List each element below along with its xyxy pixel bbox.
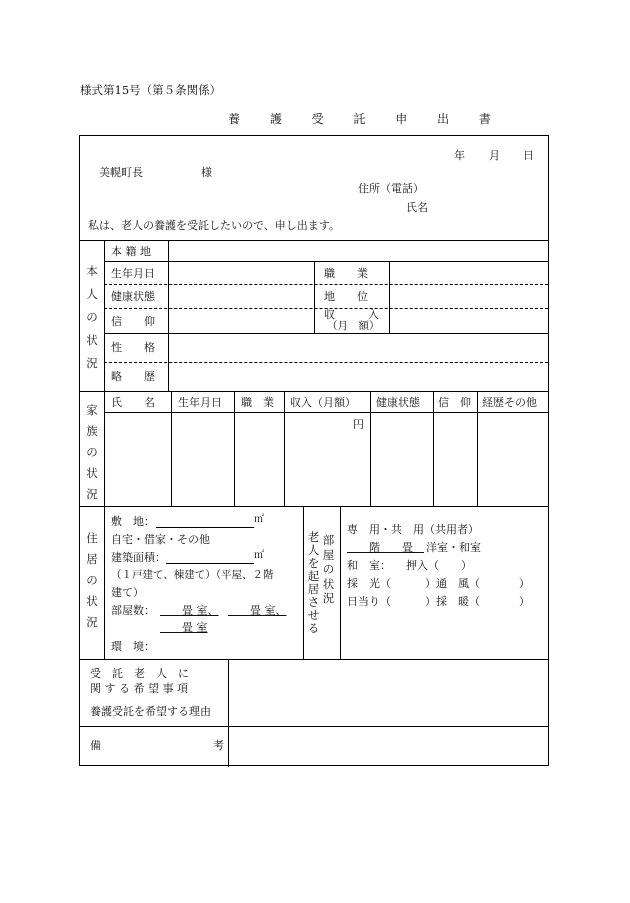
floor-entry: 階 畳 bbox=[369, 541, 413, 554]
birthdate-label: 生年月日 bbox=[111, 267, 155, 280]
housing-section-label: 住居の状況 bbox=[86, 531, 98, 629]
family-section-label: 家族の状況 bbox=[86, 403, 98, 501]
use-type-options: 専 用・共 用（共用者） bbox=[347, 523, 479, 536]
family-col-history: 経歴その他 bbox=[482, 396, 537, 409]
occupation-label: 職 業 bbox=[324, 267, 368, 280]
building-type-line1: （１戸建て、棟建て）（平屋、２階 bbox=[111, 569, 274, 581]
floor-area-label: 建築面積： bbox=[111, 551, 166, 564]
room-style-options: 洋室・和室 bbox=[426, 541, 481, 554]
name-label: 氏名 bbox=[406, 201, 428, 214]
sunlight-label: 日当り（ bbox=[347, 595, 391, 608]
address-label: 住所（電話） bbox=[358, 182, 424, 195]
wishes-label-line1: 受 託 老 人 に bbox=[90, 667, 189, 680]
room-for-elder-label-col2: 部屋の状況 bbox=[322, 533, 335, 605]
statement: 私は、老人の養護を受託したいので、申し出ます。 bbox=[88, 219, 340, 232]
family-col-occupation: 職 業 bbox=[241, 396, 274, 409]
japanese-room-label: 和 室： bbox=[347, 559, 391, 572]
rooms-entry: 畳 室、 bbox=[250, 604, 287, 617]
form-id: 様式第15号（第５条関係） bbox=[80, 83, 222, 97]
floor-area-input-line bbox=[166, 551, 254, 564]
site-input-line bbox=[156, 515, 254, 528]
position-label: 地 位 bbox=[324, 290, 368, 303]
rooms-entry: 畳 室 bbox=[182, 621, 208, 634]
family-col-health: 健康状態 bbox=[376, 396, 420, 409]
domicile-label: 本 籍 地 bbox=[111, 245, 151, 258]
remarks-label-right: 考 bbox=[213, 739, 224, 752]
income-label: 収 入 bbox=[324, 308, 379, 321]
family-col-birthdate: 生年月日 bbox=[178, 396, 222, 409]
heating-label: ）採 暖（ bbox=[425, 595, 480, 608]
form-frame bbox=[79, 135, 549, 766]
site-unit: ㎡ bbox=[254, 514, 264, 525]
reason-label: 養護受託を希望する理由 bbox=[90, 705, 211, 718]
income-monthly-label: （月 額） bbox=[327, 320, 380, 332]
remarks-label-left: 備 bbox=[90, 739, 101, 752]
site-label: 敷 地： bbox=[111, 515, 155, 528]
religion-label: 信 仰 bbox=[111, 315, 155, 328]
close-paren: ） bbox=[519, 577, 530, 590]
family-col-income: 収入（月額） bbox=[290, 396, 356, 409]
environment-label: 環 境： bbox=[111, 640, 155, 653]
ventilation-label: ）通 風（ bbox=[425, 577, 480, 590]
rooms-entry: 畳 室、 bbox=[182, 604, 219, 617]
wishes-label-line2: 関 す る 希 望 事 項 bbox=[90, 682, 188, 695]
date-month: 月 bbox=[489, 149, 500, 162]
divider bbox=[80, 659, 548, 660]
self-section-label: 本人の状況 bbox=[86, 264, 98, 370]
health-label: 健康状態 bbox=[111, 290, 155, 303]
room-for-elder-label-col1: 老人を起居させる bbox=[307, 530, 320, 635]
family-col-religion: 信 仰 bbox=[438, 396, 471, 409]
date-day: 日 bbox=[523, 149, 534, 162]
close-paren: ） bbox=[519, 595, 530, 608]
ownership-options: 自宅・借家・その他 bbox=[111, 533, 210, 546]
lighting-label: 採 光（ bbox=[347, 577, 391, 590]
divider bbox=[80, 726, 548, 727]
document-title: 養 護 受 託 申 出 書 bbox=[228, 112, 504, 126]
building-type-line2: 建て） bbox=[111, 586, 144, 599]
honorific: 様 bbox=[201, 166, 212, 179]
family-col-name: 氏 名 bbox=[111, 396, 155, 409]
character-label: 性 格 bbox=[111, 341, 155, 354]
rooms-label: 部屋数： bbox=[111, 604, 155, 617]
divider bbox=[80, 506, 548, 507]
date-year: 年 bbox=[454, 149, 465, 162]
divider bbox=[80, 240, 548, 241]
closet-label: 押入（ ） bbox=[406, 559, 472, 572]
history-label: 略 歴 bbox=[111, 370, 155, 383]
addressee: 美幌町長 bbox=[99, 166, 143, 179]
family-currency: 円 bbox=[353, 418, 364, 431]
floor-area-unit: ㎡ bbox=[254, 550, 264, 561]
